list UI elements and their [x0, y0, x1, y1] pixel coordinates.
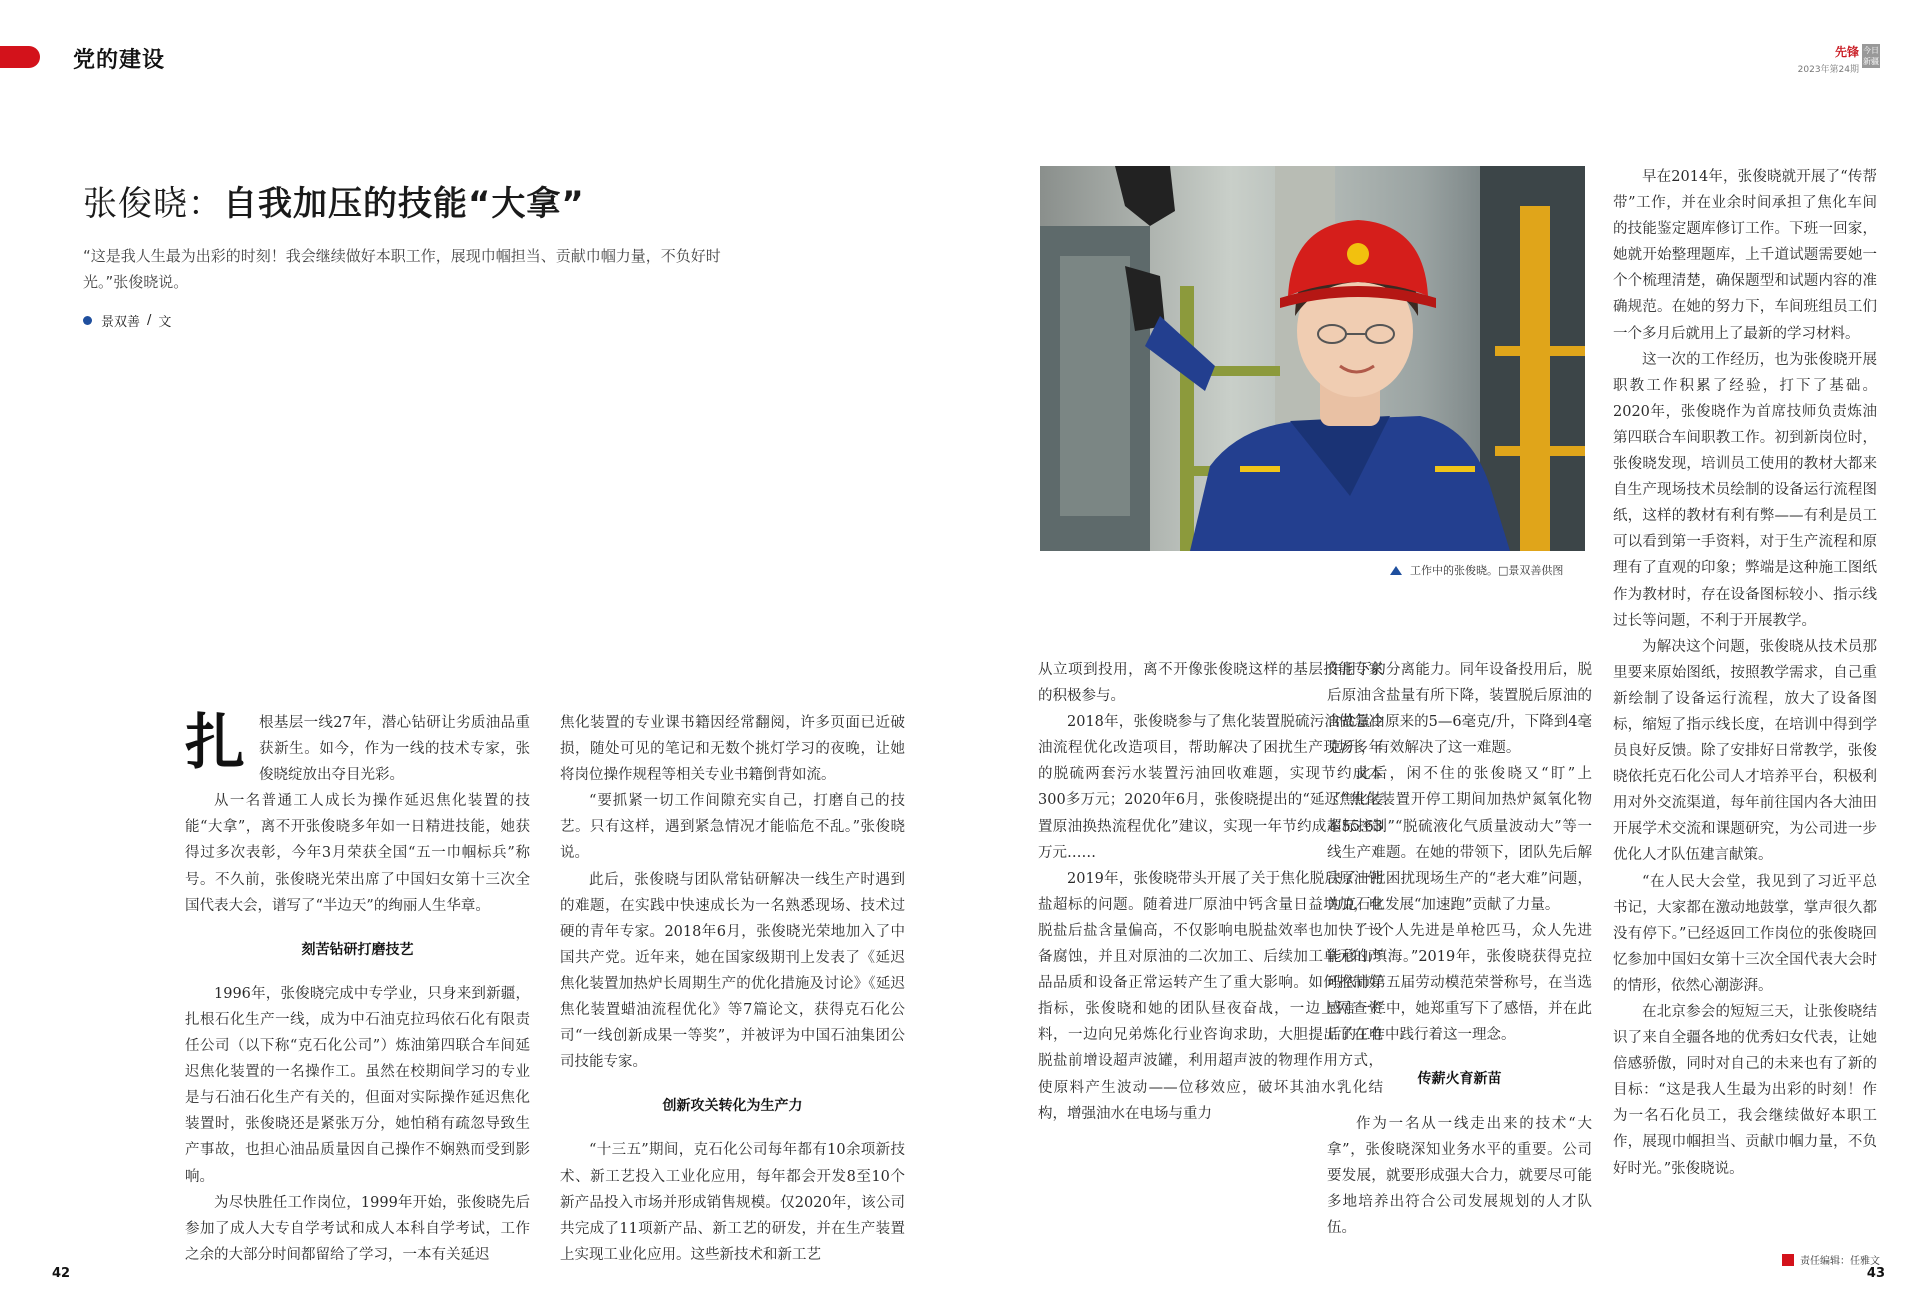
- article-column-2: [560, 710, 905, 1268]
- photo-caption-text: 工作中的张俊晓。□景双善供图: [1410, 564, 1564, 577]
- article-column-1: [185, 710, 530, 1268]
- section-tab-marker: [0, 46, 40, 68]
- paragraph: 为解决这个问题，张俊晓从技术员那里要来原始图纸，按照教学需求，自己重新绘制了设备运行流程，放大了设备图标，缩短了指示线长度，在培训中得到学员良好反馈。除了安排好日常教学，张俊晓依托克石化公司人才培养平台，积极利用对外交流渠道，每年前往国内各大油田开展学术交流和课题研究，为公司进一步优化人才队伍建言献策。: [1613, 638, 1877, 864]
- byline-slash: /: [147, 313, 152, 328]
- byline-suffix: 文: [158, 315, 172, 330]
- paragraph: 为尽快胜任工作岗位，1999年开始，张俊晓先后参加了成人大专自学考试和成人本科自学考试，工作之余的大部分时间都留给了学习，一本有关延迟: [185, 1194, 530, 1263]
- article-title: [83, 176, 585, 225]
- caption-triangle-icon: [1390, 566, 1402, 575]
- paragraph: “在人民大会堂，我见到了习近平总书记，大家都在激动地鼓掌，掌声很久都没有停下。”已经返回工作岗位的张俊晓回忆参加中国妇女第十三次全国代表大会时的情形，依然心潮澎湃。: [1613, 873, 1877, 994]
- magazine-issue: 2023年第24期: [1797, 65, 1859, 75]
- magazine-name: 先锋: [1834, 45, 1859, 59]
- paragraph: 2018年，张俊晓参与了焦化装置脱硫污油做急冷油流程优化改造项目，帮助解决了困扰生产现场多年的脱硫两套污水装置污油回收难题，实现节约成本300多万元；2020年6月，张俊晓提出的“延迟焦化装置原油换热流程优化”建议，实现一年节约成本55.63万元……: [1038, 714, 1383, 861]
- paragraph: 从一名普通工人成长为操作延迟焦化装置的技能“大拿”，离不开张俊晓多年如一日精进技能，她获得过多次表彰，今年3月荣获全国“五一巾帼标兵”称号。不久前，张俊晓光荣出席了中国妇女第十三次全国代表大会，谱写了“半边天”的绚丽人生华章。: [185, 793, 530, 914]
- paragraph: 早在2014年，张俊晓就开展了“传帮带”工作，并在业余时间承担了焦化车间的技能鉴定题库修订工作。下班一回家，她就开始整理题库，上千道试题需要她一个个梳理清楚，确保题型和试题内容的准确规范。在她的努力下，车间班组员工们一个多月后就用上了最新的学习材料。: [1613, 169, 1877, 342]
- worker-photo-illustration: [1040, 166, 1585, 551]
- magazine-brand: [1798, 43, 1859, 75]
- paragraph: “一个人先进是单枪匹马，众人先进能移山填海。”2019年，张俊晓获得克拉玛依市第五届劳动模范荣誉称号，在当选感言一栏中，她郑重写下了感悟，并在此后的工作中践行着这一理念。: [1327, 922, 1592, 1044]
- magazine-badge: 今日 新疆: [1863, 46, 1879, 66]
- paragraph: 1996年，张俊晓完成中专学业，只身来到新疆，扎根石化生产一线，成为中石油克拉玛依石化有限责任公司（以下称“克石化公司”）炼油第四联合车间延迟焦化装置的一名操作工。虽然在校期间学习的专业是与石油石化生产有关的，但面对实际操作延迟焦化装置时，张俊晓还是紧张万分，她怕稍有疏忽导致生产事故，也担心油品质量因自己操作不娴熟而受到影响。: [185, 985, 530, 1185]
- paragraph: 此后，闲不住的张俊晓又“盯”上了“焦化装置开停工期间加热炉氮氧化物超标控制”“脱硫液化气质量波动大”等一线生产难题。在她的带领下，团队先后解决了一批困扰现场生产的“老大难”问题，为克石化发展“加速跑”贡献了力量。: [1327, 766, 1592, 913]
- paragraph: 2019年，张俊晓带头开展了关于焦化脱后原油钙盐超标的问题。随着进厂原油中钙含量日益增加，电脱盐后盐含量偏高，不仅影响电脱盐效率也加快了设备腐蚀，并且对原油的二次加工、后续加工单元的产品品质和设备正常运转产生了重大影响。如何控制好指标，张俊晓和她的团队昼夜奋战，一边上网查资料，一边向兄弟炼化行业咨询求助，大胆提出了在电脱盐前增设超声波罐，利用超声波的物理作用方式，使原料产生波动——位移效应，破坏其油水乳化结构，增强油水在电场与重力: [1038, 870, 1383, 1122]
- editor-credit: [1782, 1252, 1880, 1267]
- dropcap: 扎: [185, 708, 245, 778]
- section-title: 党的建设: [73, 47, 166, 73]
- paragraph: 作用下的分离能力。同年设备投用后，脱后原油含盐量有所下降，装置脱后原油的含盐量由原来的5—6毫克/升，下降到4毫克/升，有效解决了这一难题。: [1327, 662, 1592, 757]
- end-mark-icon: [1782, 1254, 1794, 1266]
- article-title-main: 自我加压的技能“大拿”: [223, 184, 585, 224]
- paragraph: 此后，张俊晓与团队常钻研解决一线生产时遇到的难题，在实践中快速成长为一名熟悉现场、技术过硬的青年专家。2018年6月，张俊晓光荣地加入了中国共产党。近年来，她在国家级期刊上发表了《延迟焦化装置加热炉长周期生产的优化措施及讨论》《延迟焦化装置蜡油流程优化》等7篇论文，获得克石化公司“一线创新成果一等奖”，并被评为中国石油集团公司技能专家。: [560, 871, 905, 1071]
- page-number-right: 43: [1866, 1266, 1885, 1281]
- article-title-name: 张俊晓：: [83, 184, 223, 224]
- photo-caption: [1390, 562, 1563, 578]
- article-column-5: [1613, 164, 1877, 1182]
- paragraph: “十三五”期间，克石化公司每年都有10余项新技术、新工艺投入工业化应用，每年都会开发8至10个新产品投入市场并形成销售规模。仅2020年，该公司共完成了11项新产品、新工艺的研发，并在生产装置上实现工业化应用。这些新技术和新工艺: [560, 1142, 905, 1263]
- byline-author: 景双善: [101, 315, 141, 330]
- article-column-4: [1327, 657, 1592, 1241]
- paragraph: 焦化装置的专业课书籍因经常翻阅，许多页面已近破损，随处可见的笔记和无数个挑灯学习的夜晚，让她将岗位操作规程等相关专业书籍倒背如流。: [560, 715, 905, 784]
- subheading: 创新攻关转化为生产力: [662, 1098, 803, 1115]
- intro-quote: “这是我人生最为出彩的时刻！我会继续做好本职工作，展现巾帼担当、贡献巾帼力量，不负好时光。”张俊晓说。: [83, 247, 721, 291]
- article-photo: [1040, 166, 1585, 551]
- paragraph: 这一次的工作经历，也为张俊晓开展职教工作积累了经验，打下了基础。2020年，张俊晓作为首席技师负责炼油第四联合车间职教工作。初到新岗位时，张俊晓发现，培训员工使用的教材大都来自生产现场技术员绘制的设备运行流程图纸，这样的教材有利有弊——有利是员工可以看到第一手资料，对于生产流程和原理有了直观的印象；弊端是这种施工图纸作为教材时，存在设备图标较小、指示线过长等问题，不利于开展教学。: [1613, 351, 1877, 629]
- paragraph: 在北京参会的短短三天，让张俊晓结识了来自全疆各地的优秀妇女代表，让她倍感骄傲，同时对自己的未来也有了新的目标：“这是我人生最为出彩的时刻！作为一名石化员工，我会继续做好本职工作，展现巾帼担当、贡献巾帼力量，不负好时光。”张俊晓说。: [1613, 1004, 1877, 1177]
- subheading: 刻苦钻研打磨技艺: [301, 941, 414, 958]
- paragraph: 作为一名从一线走出来的技术“大拿”，张俊晓深知业务水平的重要。公司要发展，就要形成强大合力，就要尽可能多地培养出符合公司发展规划的人才队伍。: [1327, 1115, 1592, 1236]
- page-number-left: 42: [52, 1266, 71, 1281]
- byline: [83, 311, 171, 330]
- paragraph: 从立项到投用，离不开像张俊晓这样的基层技能专家的积极参与。: [1038, 662, 1383, 705]
- paragraph: “要抓紧一切工作间隙充实自己，打磨自己的技艺。只有这样，遇到紧急情况才能临危不乱。”张俊晓说。: [560, 793, 905, 862]
- subheading: 传薪火育新苗: [1417, 1071, 1502, 1088]
- editor-credit-text: 责任编辑：任雅文: [1800, 1256, 1880, 1267]
- byline-dot-icon: [83, 316, 92, 325]
- paragraph: 根基层一线27年，潜心钻研让劣质油品重获新生。如今，作为一线的技术专家，张俊晓绽放出夺目光彩。: [259, 715, 530, 784]
